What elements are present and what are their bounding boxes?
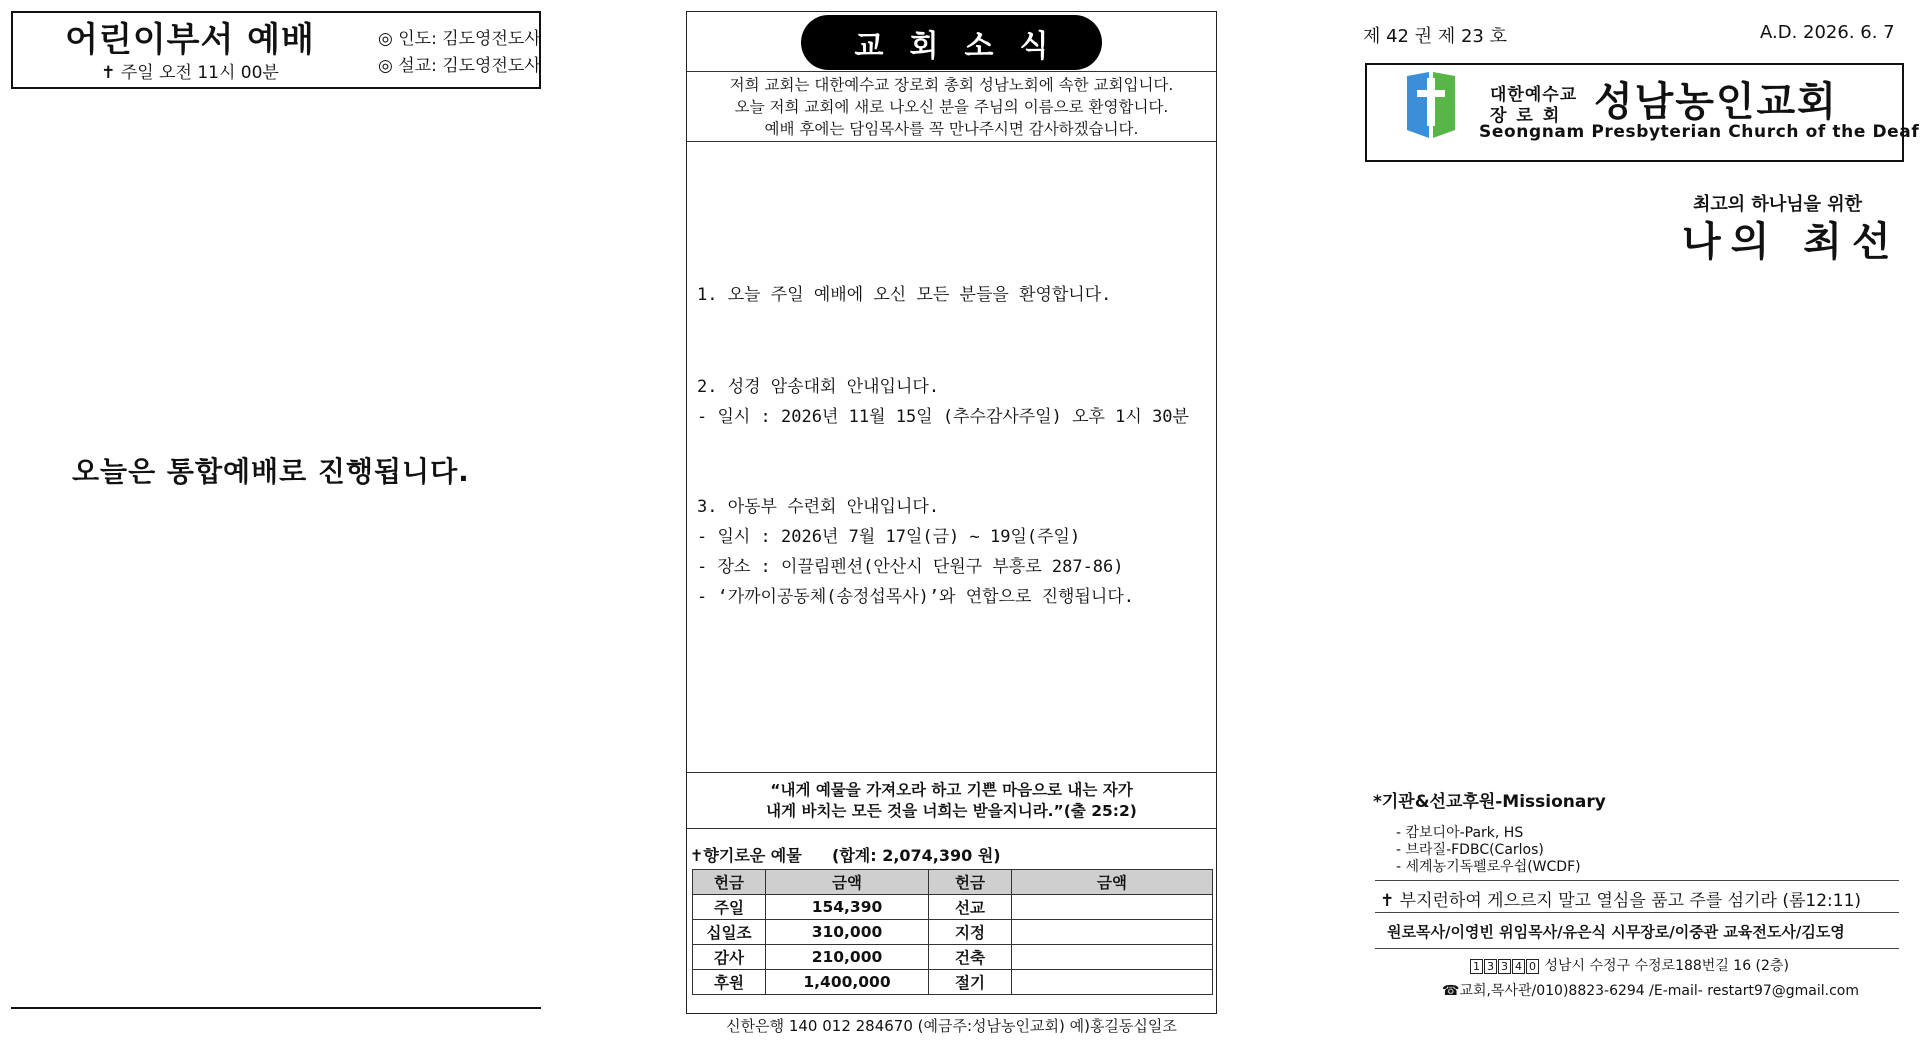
cross-logo-icon	[1405, 70, 1457, 140]
denomination-line1: 대한예수교	[1490, 85, 1578, 105]
verse-line: “내게 예물을 가져오라 하고 기쁜 마음으로 내는 자가	[770, 781, 1133, 799]
mission-item: - 세계농기독펠로우쉽(WCDF)	[1396, 859, 1581, 875]
motto-title: 나의 최선	[1682, 219, 1901, 265]
table-cell: 절기	[929, 970, 1012, 995]
combined-service-notice: 오늘은 통합예배로 진행됩니다.	[72, 455, 470, 488]
church-name: 성남농인교회	[1594, 79, 1838, 125]
verse-line: 내게 바치는 모든 것을 너희는 받을지니라.”(출 25:2)	[766, 802, 1137, 820]
table-cell	[1012, 920, 1213, 945]
offering-label: ✝향기로운 예물	[690, 846, 802, 865]
table-cell: 십일조	[693, 920, 766, 945]
kids-service-time: ✝ 주일 오전 11시 00분	[101, 63, 279, 83]
table-cell: 310,000	[766, 920, 929, 945]
offering-total: (합계: 2,074,390 원)	[832, 846, 1001, 865]
motto-subtitle: 최고의 하나님을 위한	[1693, 194, 1863, 215]
header-cell: 금액	[1012, 870, 1213, 895]
table-cell: 주일	[693, 895, 766, 920]
offering-table	[692, 869, 1213, 995]
left-bottom-divider	[11, 1007, 541, 1009]
header-cell: 헌금	[929, 870, 1012, 895]
table-cell	[1012, 970, 1213, 995]
logo-cross-horizontal	[1417, 90, 1445, 97]
issue-number: 제 42 권 제 23 호	[1363, 26, 1507, 47]
bulletin-date: A.D. 2026. 6. 7	[1760, 22, 1895, 43]
intro-line: 저희 교회는 대한예수교 장로회 총회 성남노회에 속한 교회입니다.	[729, 76, 1174, 94]
mission-item: - 캄보디아-Park, HS	[1396, 825, 1524, 841]
mission-item: - 브라질-FDBC(Carlos)	[1396, 842, 1544, 858]
header-cell: 금액	[766, 870, 929, 895]
bank-account: 신한은행 140 012 284670 (예금주:성남농인교회) 예)홍길동십일조	[726, 1017, 1177, 1035]
table-cell	[1012, 945, 1213, 970]
table-cell: 154,390	[766, 895, 929, 920]
church-intro	[687, 74, 1216, 140]
news-divider	[687, 772, 1216, 773]
table-cell: 1,400,000	[766, 970, 929, 995]
table-cell: 건축	[929, 945, 1012, 970]
table-cell: 지정	[929, 920, 1012, 945]
table-row	[693, 945, 1213, 970]
missions-title: *기관&선교후원-Missionary	[1373, 792, 1606, 812]
kids-service-leader: ◎ 인도: 김도영전도사	[378, 29, 541, 49]
church-news-title: 교회소식	[801, 15, 1102, 70]
table-cell: 210,000	[766, 945, 929, 970]
church-contact: ☎교회,목사관/010)8823-6294 /E-mail- restart97@gmail.com	[1442, 983, 1859, 999]
intro-line: 예배 후에는 담임목사를 꼭 만나주시면 감사하겠습니다.	[764, 120, 1139, 138]
address-text: 성남시 수정구 수정로188번길 16 (2층)	[1544, 958, 1789, 974]
news-divider	[687, 71, 1216, 72]
table-row	[693, 920, 1213, 945]
kids-service-title: 어린이부서 예배	[65, 20, 315, 60]
denomination-line2: 장로회	[1490, 106, 1570, 126]
church-staff: 원로목사/이영빈 위임목사/유은식 시무장로/이중관 교육전도사/김도영	[1387, 923, 1845, 941]
verse-divider	[1375, 880, 1899, 881]
zip-digit: 3	[1498, 959, 1511, 974]
news-divider	[687, 141, 1216, 142]
weekly-verse: ✝ 부지런하여 게으르지 말고 열심을 품고 주를 섬기라 (롬12:11)	[1380, 891, 1862, 911]
staff-divider	[1375, 948, 1899, 949]
news-divider	[687, 828, 1216, 829]
church-name-english: Seongnam Presbyterian Church of the Deaf	[1479, 122, 1920, 142]
table-cell: 감사	[693, 945, 766, 970]
header-cell: 헌금	[693, 870, 766, 895]
offering-table-header	[693, 870, 1213, 895]
news-item: 2. 성경 암송대회 안내입니다.	[697, 377, 940, 397]
zip-digit: 1	[1470, 959, 1483, 974]
verse-divider	[1375, 912, 1899, 913]
logo-cross-vertical	[1427, 78, 1435, 126]
news-detail: - ‘가까이공동체(송정섭목사)’와 연합으로 진행됩니다.	[697, 587, 1134, 607]
zip-digit: 3	[1484, 959, 1497, 974]
news-detail: - 장소 : 이끌림펜션(안산시 단원구 부흥로 287-86)	[697, 557, 1124, 577]
zip-digit: 4	[1512, 959, 1525, 974]
zip-digit: 0	[1526, 959, 1539, 974]
church-address	[1470, 955, 1789, 975]
offering-verse	[687, 780, 1216, 822]
news-item: 3. 아동부 수련회 안내입니다.	[697, 497, 940, 517]
table-row	[693, 895, 1213, 920]
table-cell: 선교	[929, 895, 1012, 920]
news-detail: - 일시 : 2026년 7월 17일(금) ~ 19일(주일)	[697, 527, 1081, 547]
table-cell	[1012, 895, 1213, 920]
intro-line: 오늘 저희 교회에 새로 나오신 분을 주님의 이름으로 환영합니다.	[734, 98, 1169, 116]
logo-left-panel	[1407, 72, 1429, 138]
kids-service-preacher: ◎ 설교: 김도영전도사	[378, 56, 541, 76]
table-cell: 후원	[693, 970, 766, 995]
table-row	[693, 970, 1213, 995]
news-item: 1. 오늘 주일 예배에 오신 모든 분들을 환영합니다.	[697, 285, 1112, 305]
logo-right-panel	[1433, 72, 1455, 138]
news-detail: - 일시 : 2026년 11월 15일 (추수감사주일) 오후 1시 30분	[697, 407, 1189, 427]
